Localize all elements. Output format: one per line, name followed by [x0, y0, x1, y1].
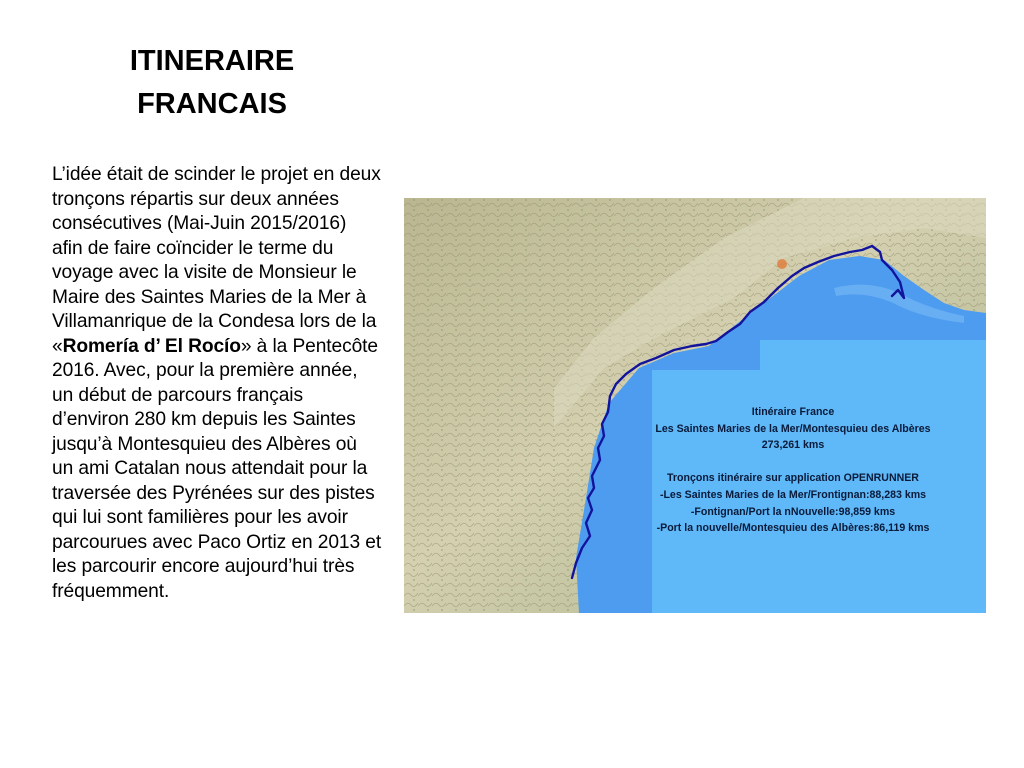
body-paragraph: [52, 163, 382, 604]
city-marker: [777, 259, 787, 269]
caption-line-7: -Port la nouvelle/Montesquieu des Albères:86,119 kms: [656, 522, 930, 535]
route-map: [404, 198, 986, 613]
title-line-1: ITINERAIRE: [129, 45, 295, 77]
caption-line-6: -Fontignan/Port la nNouvelle:98,859 kms: [690, 505, 896, 518]
caption-line-4: Tronçons itinéraire sur application OPENRUNNER: [667, 472, 919, 485]
map-info-panel-top: [760, 340, 986, 372]
title-line-2: FRANCAIS: [137, 88, 287, 120]
caption-line-5: -Les Saintes Maries de la Mer/Frontignan:88,283 kms: [659, 488, 927, 501]
slide-title: [52, 40, 372, 126]
caption-line-2: Les Saintes Maries de la Mer/Montesquieu des Albères: [655, 422, 931, 435]
paragraph-text-2: » à la Pentecôte 2016. Avec, pour la première année, un début de parcours français d’environ 280 km depuis les Saintes jusqu’à Montesquieu des Albères où un ami Catalan nous attendait pour la traversée des Pyrénées sur des pistes qui lui sont familières pour les avoir parcourues avec Paco Ortiz en 2013 et les parcourir encore aujourd’hui très fréquemment.: [52, 335, 382, 602]
paragraph-text-1: L’idée était de scinder le projet en deux tronçons répartis sur deux années consécutives (Mai-Juin 2015/2016) afin de faire coïncider le terme du voyage avec la visite de Monsieur le Maire des Saintes Maries de la Mer à Villamanrique de la Condesa lors de la «: [52, 164, 381, 357]
paragraph-bold-romeria: Romería d’ El Rocío: [62, 335, 241, 357]
caption-line-1: Itinéraire France: [751, 406, 835, 418]
caption-spacer: [640, 454, 946, 470]
map-caption: [640, 404, 946, 537]
caption-line-3: 273,261 kms: [761, 439, 825, 452]
